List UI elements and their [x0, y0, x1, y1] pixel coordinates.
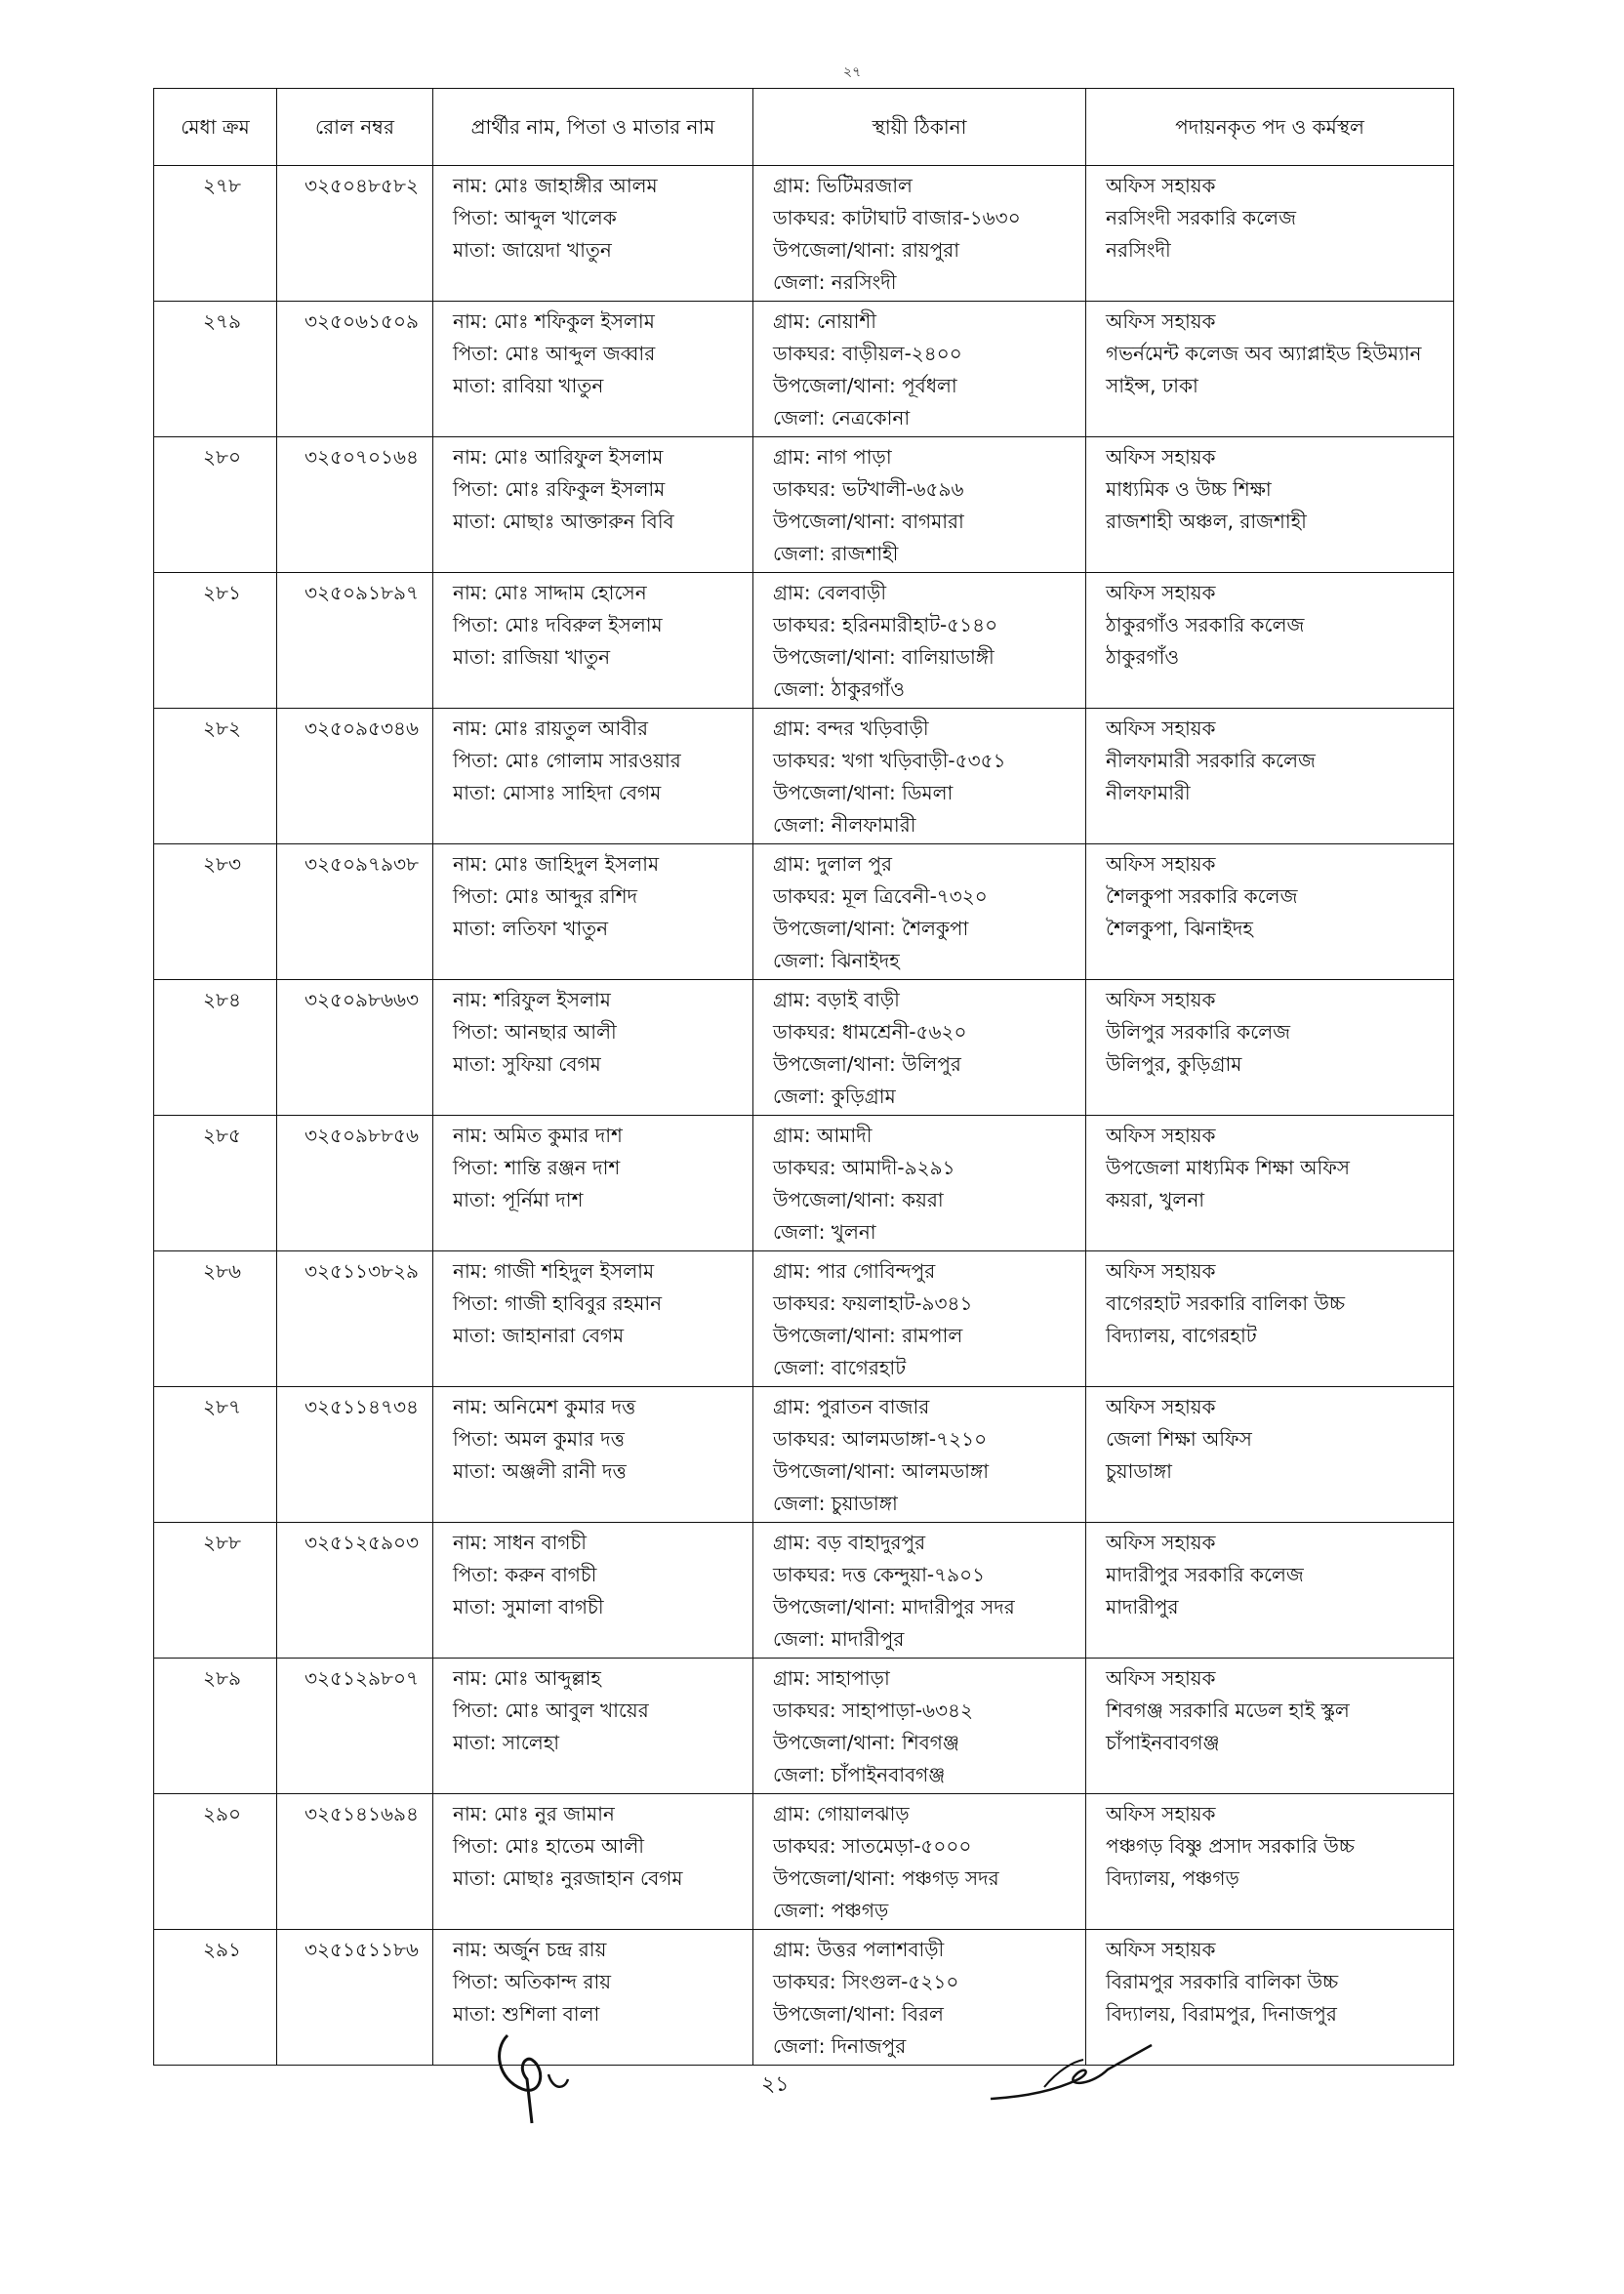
address-cell-line: ডাকঘর: দত্ত কেন্দুয়া-৭৯০১	[773, 1563, 986, 1586]
post-cell-line: অফিস সহায়ক	[1106, 174, 1216, 197]
address-cell	[753, 1523, 1086, 1659]
merit-cell: ২৮৭	[154, 1387, 277, 1523]
address-cell	[753, 980, 1086, 1116]
address-cell-line: ডাকঘর: ভটখালী-৬৫৯৬	[773, 477, 964, 501]
address-cell-line: গ্রাম: বন্দর খড়িবাড়ী	[773, 717, 929, 740]
roll-cell: ৩২৫১১৪৭৩৪	[277, 1387, 433, 1523]
merit-cell: ২৭৮	[154, 166, 277, 302]
address-cell	[753, 573, 1086, 709]
roll-cell: ৩২৫০৪৮৫৮২	[277, 166, 433, 302]
post-cell-line: শিবগঞ্জ সরকারি মডেল হাই স্কুল	[1106, 1699, 1350, 1722]
table-row	[154, 166, 1454, 302]
name-cell-line: মাতা: সুমালা বাগচী	[453, 1595, 604, 1618]
address-cell-line: জেলা: নরসিংদী	[773, 270, 897, 294]
post-cell-line: মাদারীপুর	[1106, 1595, 1179, 1618]
name-cell-line: পিতা: গাজী হাবিবুর রহমান	[453, 1291, 663, 1315]
table-row	[154, 437, 1454, 573]
name-cell-line: মাতা: মোসাঃ সাহিদা বেগম	[453, 781, 662, 804]
address-cell-line: ডাকঘর: বাড়ীয়ল-২৪০০	[773, 342, 962, 365]
address-cell-line: ডাকঘর: সাহাপাড়া-৬৩৪২	[773, 1699, 973, 1722]
post-cell-line: নরসিংদী সরকারি কলেজ	[1106, 206, 1296, 229]
name-cell-line: পিতা: আনছার আলী	[453, 1020, 617, 1044]
post-cell-line: নীলফামারী সরকারি কলেজ	[1106, 749, 1316, 772]
address-cell-line: গ্রাম: বেলবাড়ী	[773, 581, 887, 604]
name-cell-line: নাম: গাজী শহিদুল ইসলাম	[453, 1259, 655, 1283]
table-row	[154, 709, 1454, 844]
table-row	[154, 980, 1454, 1116]
address-cell-line: জেলা: নীলফামারী	[773, 813, 916, 837]
address-cell-line: ডাকঘর: হরিনমারীহাট-৫১৪০	[773, 613, 998, 636]
address-cell-line: উপজেলা/থানা: পঞ্চগড় সদর	[773, 1866, 999, 1890]
name-cell-line: মাতা: মোছাঃ আক্তারুন বিবি	[453, 510, 674, 533]
address-cell-line: ডাকঘর: আলমডাঙ্গা-৭২১০	[773, 1427, 988, 1451]
address-cell	[753, 844, 1086, 980]
roll-cell: ৩২৫০৬১৫০৯	[277, 302, 433, 437]
post-cell-line: উপজেলা মাধ্যমিক শিক্ষা অফিস	[1106, 1156, 1351, 1179]
name-cell-line: নাম: মোঃ জাহিদুল ইসলাম	[453, 852, 660, 876]
merit-cell: ২৯১	[154, 1930, 277, 2066]
name-cell-line: পিতা: মোঃ রফিকুল ইসলাম	[453, 477, 666, 501]
address-cell-line: জেলা: ঝিনাইদহ	[773, 949, 900, 972]
address-cell-line: জেলা: কুড়িগ্রাম	[773, 1085, 896, 1108]
signature-left	[488, 2021, 595, 2128]
table-row	[154, 1116, 1454, 1251]
name-cell-line: মাতা: সুফিয়া বেগম	[453, 1052, 601, 1076]
name-cell-line: নাম: মোঃ আব্দুল্লাহ	[453, 1666, 601, 1690]
page-number: ২১	[761, 2072, 790, 2097]
address-cell-line: গ্রাম: পুরাতন বাজার	[773, 1395, 930, 1418]
post-cell	[1086, 844, 1454, 980]
table-row	[154, 844, 1454, 980]
address-cell-line: উপজেলা/থানা: বাগমারা	[773, 510, 964, 533]
merit-cell: ২৮২	[154, 709, 277, 844]
table-row	[154, 1794, 1454, 1930]
merit-cell: ২৮০	[154, 437, 277, 573]
address-cell-line: গ্রাম: নাগ পাড়া	[773, 445, 892, 469]
address-cell-line: ডাকঘর: ধামশ্রেনী-৫৬২০	[773, 1020, 967, 1044]
address-cell	[753, 437, 1086, 573]
name-cell	[433, 709, 753, 844]
name-cell-line: মাতা: অঞ্জলী রানী দত্ত	[453, 1459, 627, 1483]
merit-cell: ২৮৬	[154, 1251, 277, 1387]
name-cell-line: নাম: সাধন বাগচী	[453, 1531, 588, 1554]
name-cell	[433, 844, 753, 980]
name-cell	[433, 302, 753, 437]
name-cell	[433, 437, 753, 573]
address-cell-line: গ্রাম: ভিটিমরজাল	[773, 174, 913, 197]
name-cell-line: মাতা: জায়েদা খাতুন	[453, 238, 612, 262]
header-address: স্থায়ী ঠিকানা	[753, 89, 1086, 166]
post-cell-line: অফিস সহায়ক	[1106, 445, 1216, 469]
name-cell-line: মাতা: মোছাঃ নুরজাহান বেগম	[453, 1866, 683, 1890]
roll-cell: ৩২৫১১৩৮২৯	[277, 1251, 433, 1387]
name-cell-line: নাম: মোঃ জাহাঙ্গীর আলম	[453, 174, 658, 197]
name-cell-line: নাম: অনিমেশ কুমার দত্ত	[453, 1395, 636, 1418]
post-cell	[1086, 302, 1454, 437]
table-body	[154, 166, 1454, 2066]
address-cell-line: উপজেলা/থানা: কয়রা	[773, 1188, 944, 1211]
address-cell-line: উপজেলা/থানা: মাদারীপুর সদর	[773, 1595, 1015, 1618]
name-cell-line: মাতা: জাহানারা বেগম	[453, 1324, 625, 1347]
post-cell-line: বিদ্যালয়, বিরামপুর, দিনাজপুর	[1106, 2002, 1337, 2026]
address-cell-line: উপজেলা/থানা: আলমডাঙ্গা	[773, 1459, 990, 1483]
name-cell	[433, 1251, 753, 1387]
name-cell-line: পিতা: শান্তি রঞ্জন দাশ	[453, 1156, 621, 1179]
address-cell	[753, 1387, 1086, 1523]
post-cell-line: উলিপুর, কুড়িগ্রাম	[1106, 1052, 1242, 1076]
address-cell-line: গ্রাম: বড় বাহাদুরপুর	[773, 1531, 926, 1554]
post-cell	[1086, 1794, 1454, 1930]
post-cell-line: সাইন্স, ঢাকা	[1106, 374, 1198, 397]
post-cell-line: নরসিংদী	[1106, 238, 1171, 262]
address-cell	[753, 1659, 1086, 1794]
name-cell	[433, 166, 753, 302]
post-cell-line: উলিপুর সরকারি কলেজ	[1106, 1020, 1291, 1044]
address-cell-line: গ্রাম: দুলাল পুর	[773, 852, 893, 876]
address-cell-line: জেলা: পঞ্চগড়	[773, 1899, 889, 1922]
address-cell-line: গ্রাম: গোয়ালঝাড়	[773, 1802, 910, 1825]
address-cell-line: উপজেলা/থানা: বিরল	[773, 2002, 944, 2026]
address-cell	[753, 1251, 1086, 1387]
merit-cell: ২৮৫	[154, 1116, 277, 1251]
address-cell-line: উপজেলা/থানা: ডিমলা	[773, 781, 954, 804]
roll-cell: ৩২৫০৯৭৯৩৮	[277, 844, 433, 980]
address-cell-line: জেলা: দিনাজপুর	[773, 2034, 907, 2058]
name-cell-line: পিতা: অতিকান্দ রায়	[453, 1970, 612, 1993]
address-cell-line: উপজেলা/থানা: শৈলকুপা	[773, 917, 969, 940]
post-cell-line: বাগেরহাট সরকারি বালিকা উচ্চ	[1106, 1291, 1346, 1315]
name-cell-line: নাম: মোঃ আরিফুল ইসলাম	[453, 445, 664, 469]
roll-cell: ৩২৫১৪১৬৯৪	[277, 1794, 433, 1930]
address-cell-line: উপজেলা/থানা: বালিয়াডাঙ্গী	[773, 645, 995, 669]
post-cell-line: জেলা শিক্ষা অফিস	[1106, 1427, 1252, 1451]
address-cell-line: গ্রাম: উত্তর পলাশবাড়ী	[773, 1938, 945, 1961]
name-cell-line: মাতা: শুশিলা বালা	[453, 2002, 600, 2026]
roll-cell: ৩২৫০৯৮৮৫৬	[277, 1116, 433, 1251]
post-cell-line: ঠাকুরগাঁও	[1106, 645, 1180, 669]
merit-cell: ২৮৮	[154, 1523, 277, 1659]
post-cell-line: মাধ্যমিক ও উচ্চ শিক্ষা	[1106, 477, 1272, 501]
post-cell-line: রাজশাহী অঞ্চল, রাজশাহী	[1106, 510, 1307, 533]
post-cell-line: চাঁপাইনবাবগঞ্জ	[1106, 1731, 1220, 1754]
post-cell	[1086, 709, 1454, 844]
address-cell-line: জেলা: নেত্রকোনা	[773, 406, 911, 430]
name-cell-line: নাম: মোঃ রায়তুল আবীর	[453, 717, 649, 740]
post-cell	[1086, 980, 1454, 1116]
roll-cell: ৩২৫১২৯৮০৭	[277, 1659, 433, 1794]
merit-cell: ২৭৯	[154, 302, 277, 437]
merit-cell: ২৮১	[154, 573, 277, 709]
post-cell-line: অফিস সহায়ক	[1106, 1938, 1216, 1961]
merit-cell: ২৮৩	[154, 844, 277, 980]
address-cell	[753, 1794, 1086, 1930]
merit-cell: ২৯০	[154, 1794, 277, 1930]
name-cell-line: নাম: মোঃ সাদ্দাম হোসেন	[453, 581, 647, 604]
roll-cell: ৩২৫০৯৫৩৪৬	[277, 709, 433, 844]
merit-list-table	[153, 88, 1454, 2066]
address-cell-line: ডাকঘর: আমাদী-৯২৯১	[773, 1156, 955, 1179]
name-cell-line: পিতা: মোঃ দবিরুল ইসলাম	[453, 613, 663, 636]
table-row	[154, 573, 1454, 709]
address-cell-line: উপজেলা/থানা: উলিপুর	[773, 1052, 961, 1076]
name-cell	[433, 1659, 753, 1794]
post-cell-line: নীলফামারী	[1106, 781, 1191, 804]
post-cell	[1086, 437, 1454, 573]
name-cell-line: পিতা: আব্দুল খালেক	[453, 206, 617, 229]
address-cell-line: গ্রাম: বড়াই বাড়ী	[773, 988, 900, 1011]
name-cell-line: মাতা: রাজিয়া খাতুন	[453, 645, 611, 669]
name-cell-line: পিতা: মোঃ আবুল খায়ের	[453, 1699, 649, 1722]
roll-cell: ৩২৫০৯১৮৯৭	[277, 573, 433, 709]
address-cell-line: ডাকঘর: খগা খড়িবাড়ী-৫৩৫১	[773, 749, 1006, 772]
name-cell-line: মাতা: রাবিয়া খাতুন	[453, 374, 604, 397]
signature-right	[986, 2040, 1161, 2109]
address-cell-line: গ্রাম: আমাদী	[773, 1124, 873, 1147]
post-cell-line: শৈলকুপা, ঝিনাইদহ	[1106, 917, 1253, 940]
address-cell-line: গ্রাম: নোয়াশী	[773, 309, 876, 333]
merit-cell: ২৮৪	[154, 980, 277, 1116]
address-cell-line: ডাকঘর: সাতমেড়া-৫০০০	[773, 1834, 972, 1858]
address-cell-line: ডাকঘর: সিংগুল-৫২১০	[773, 1970, 959, 1993]
name-cell-line: নাম: মোঃ শফিকুল ইসলাম	[453, 309, 655, 333]
address-cell-line: গ্রাম: পার গোবিন্দপুর	[773, 1259, 936, 1283]
post-cell-line: বিদ্যালয়, বাগেরহাট	[1106, 1324, 1257, 1347]
post-cell	[1086, 1116, 1454, 1251]
roll-cell: ৩২৫১৫১১৮৬	[277, 1930, 433, 2066]
table-row	[154, 1523, 1454, 1659]
post-cell-line: অফিস সহায়ক	[1106, 1395, 1216, 1418]
address-cell	[753, 709, 1086, 844]
address-cell-line: জেলা: চুয়াডাঙ্গা	[773, 1492, 898, 1515]
address-cell-line: জেলা: রাজশাহী	[773, 542, 899, 565]
post-cell-line: অফিস সহায়ক	[1106, 1802, 1216, 1825]
post-cell-line: অফিস সহায়ক	[1106, 1259, 1216, 1283]
table-row	[154, 1930, 1454, 2066]
roll-cell: ৩২৫১২৫৯০৩	[277, 1523, 433, 1659]
address-cell	[753, 1116, 1086, 1251]
table-row	[154, 1387, 1454, 1523]
post-cell-line: কয়রা, খুলনা	[1106, 1188, 1205, 1211]
name-cell	[433, 1523, 753, 1659]
name-cell	[433, 1387, 753, 1523]
header-merit: মেধা ক্রম	[154, 89, 277, 166]
post-cell-line: বিরামপুর সরকারি বালিকা উচ্চ	[1106, 1970, 1339, 1993]
name-cell-line: পিতা: মোঃ গোলাম সারওয়ার	[453, 749, 681, 772]
table-row	[154, 1251, 1454, 1387]
address-cell-line: উপজেলা/থানা: পূর্বধলা	[773, 374, 957, 397]
address-cell	[753, 302, 1086, 437]
post-cell-line: অফিস সহায়ক	[1106, 581, 1216, 604]
post-cell-line: অফিস সহায়ক	[1106, 852, 1216, 876]
post-cell-line: চুয়াডাঙ্গা	[1106, 1459, 1172, 1483]
post-cell-line: অফিস সহায়ক	[1106, 1666, 1216, 1690]
name-cell-line: নাম: অমিত কুমার দাশ	[453, 1124, 623, 1147]
address-cell	[753, 166, 1086, 302]
top-mark: ২৭	[843, 64, 862, 80]
address-cell-line: উপজেলা/থানা: শিবগঞ্জ	[773, 1731, 959, 1754]
name-cell-line: পিতা: মোঃ আব্দুল জব্বার	[453, 342, 656, 365]
post-cell	[1086, 1523, 1454, 1659]
post-cell-line: অফিস সহায়ক	[1106, 1124, 1216, 1147]
address-cell-line: জেলা: খুলনা	[773, 1220, 876, 1244]
address-cell-line: জেলা: বাগেরহাট	[773, 1356, 907, 1379]
roll-cell: ৩২৫০৯৮৬৬৩	[277, 980, 433, 1116]
address-cell-line: উপজেলা/থানা: রামপাল	[773, 1324, 963, 1347]
post-cell-line: মাদারীপুর সরকারি কলেজ	[1106, 1563, 1304, 1586]
post-cell-line: পঞ্চগড় বিষ্ণু প্রসাদ সরকারি উচ্চ	[1106, 1834, 1355, 1858]
table-row	[154, 1659, 1454, 1794]
post-cell	[1086, 1387, 1454, 1523]
post-cell	[1086, 573, 1454, 709]
name-cell-line: নাম: শরিফুল ইসলাম	[453, 988, 611, 1011]
name-cell-line: নাম: মোঃ নুর জামান	[453, 1802, 615, 1825]
roll-cell: ৩২৫০৭০১৬৪	[277, 437, 433, 573]
header-roll: রোল নম্বর	[277, 89, 433, 166]
name-cell-line: মাতা: লতিফা খাতুন	[453, 917, 609, 940]
name-cell	[433, 1116, 753, 1251]
address-cell-line: ডাকঘর: ফয়লাহাট-৯৩৪১	[773, 1291, 973, 1315]
name-cell-line: পিতা: অমল কুমার দত্ত	[453, 1427, 625, 1451]
post-cell-line: বিদ্যালয়, পঞ্চগড়	[1106, 1866, 1239, 1890]
post-cell	[1086, 166, 1454, 302]
address-cell-line: ডাকঘর: কাটাঘাট বাজার-১৬৩০	[773, 206, 1021, 229]
address-cell-line: জেলা: ঠাকুরগাঁও	[773, 677, 905, 701]
post-cell	[1086, 1251, 1454, 1387]
name-cell	[433, 980, 753, 1116]
header-post: পদায়নকৃত পদ ও কর্মস্থল	[1086, 89, 1454, 166]
name-cell-line: মাতা: পূর্নিমা দাশ	[453, 1188, 584, 1211]
table-row	[154, 302, 1454, 437]
name-cell	[433, 1794, 753, 1930]
post-cell-line: ঠাকুরগাঁও সরকারি কলেজ	[1106, 613, 1305, 636]
name-cell-line: পিতা: মোঃ আব্দুর রশিদ	[453, 884, 638, 908]
merit-cell: ২৮৯	[154, 1659, 277, 1794]
name-cell-line: নাম: অর্জুন চন্দ্র রায়	[453, 1938, 607, 1961]
post-cell-line: অফিস সহায়ক	[1106, 988, 1216, 1011]
post-cell-line: অফিস সহায়ক	[1106, 717, 1216, 740]
name-cell-line: পিতা: মোঃ হাতেম আলী	[453, 1834, 645, 1858]
address-cell-line: ডাকঘর: মূল ত্রিবেনী-৭৩২০	[773, 884, 988, 908]
address-cell-line: উপজেলা/থানা: রায়পুরা	[773, 238, 960, 262]
address-cell-line: গ্রাম: সাহাপাড়া	[773, 1666, 890, 1690]
table-header	[154, 89, 1454, 166]
name-cell-line: পিতা: করুন বাগচী	[453, 1563, 597, 1586]
name-cell-line: মাতা: সালেহা	[453, 1731, 560, 1754]
address-cell-line: জেলা: চাঁপাইনবাবগঞ্জ	[773, 1763, 946, 1786]
post-cell-line: গভর্নমেন্ট কলেজ অব অ্যাপ্লাইড হিউম্যান	[1106, 342, 1422, 365]
header-name: প্রার্থীর নাম, পিতা ও মাতার নাম	[433, 89, 753, 166]
name-cell	[433, 573, 753, 709]
post-cell-line: অফিস সহায়ক	[1106, 309, 1216, 333]
address-cell-line: জেলা: মাদারীপুর	[773, 1627, 905, 1651]
post-cell-line: শৈলকুপা সরকারি কলেজ	[1106, 884, 1298, 908]
post-cell-line: অফিস সহায়ক	[1106, 1531, 1216, 1554]
post-cell	[1086, 1659, 1454, 1794]
